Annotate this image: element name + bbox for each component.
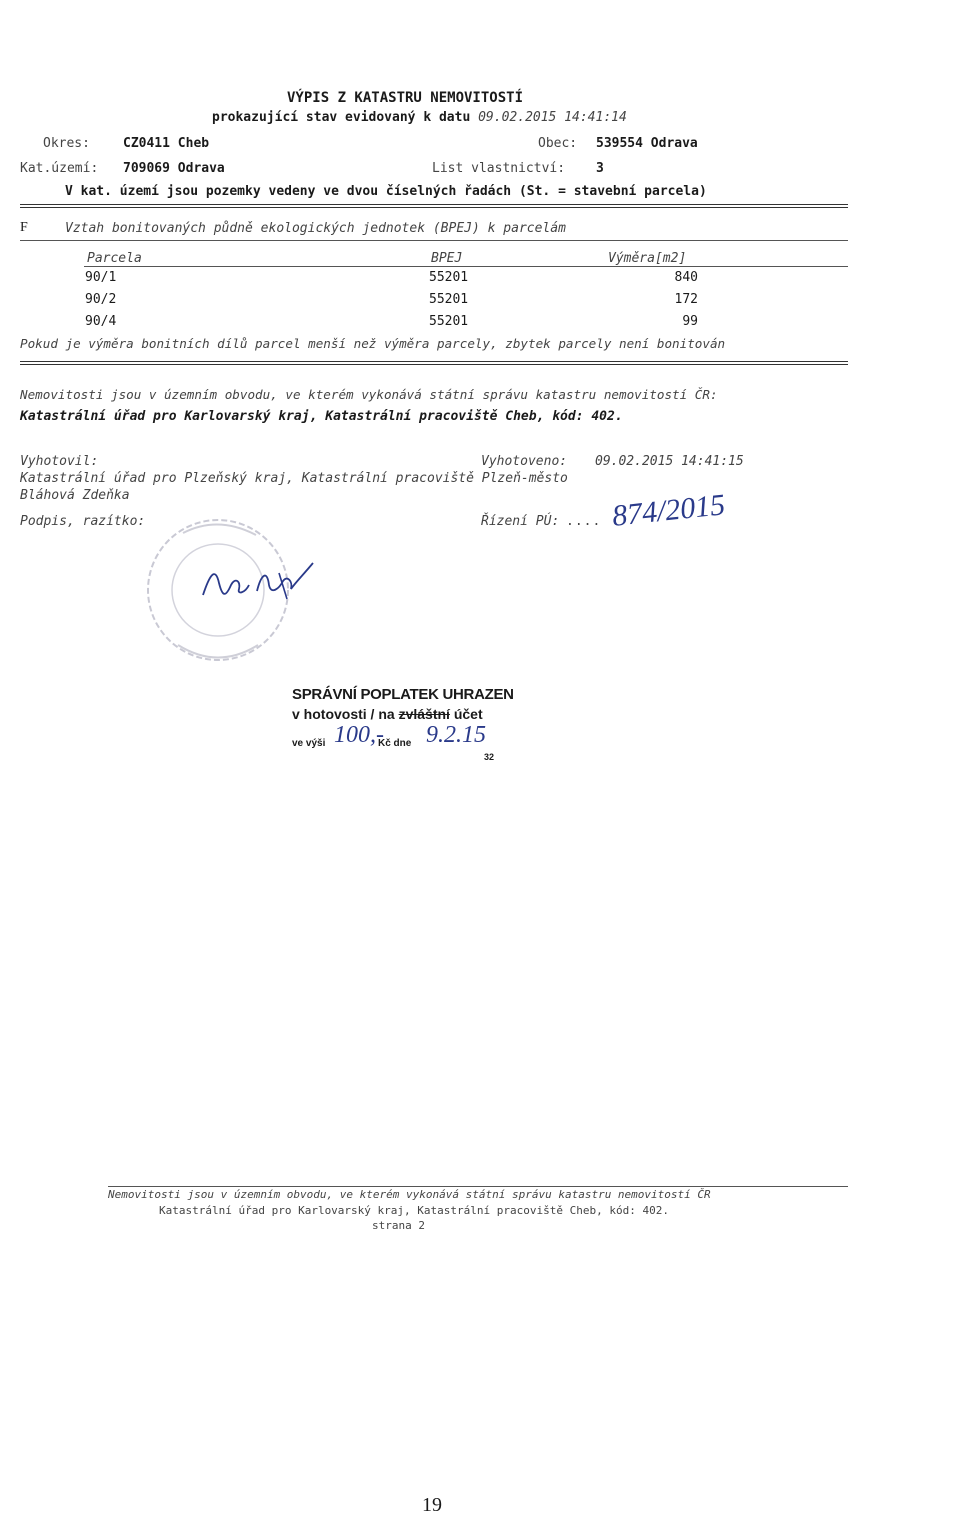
footer-line1: Nemovitosti jsou v územním obvodu, ve kterém vykonává státní správu katastru nemovitostí ČR xyxy=(108,1188,711,1201)
okres-value: CZ0411 Cheb xyxy=(123,136,210,151)
cell-vymera: 840 xyxy=(674,270,698,285)
lv-label: List vlastnictví: xyxy=(432,161,566,176)
signature-mark xyxy=(195,555,335,615)
fee-payment-mode: v hotovosti / na xyxy=(292,706,395,722)
cell-parcela: 90/4 xyxy=(85,314,117,329)
fee-account-word: účet xyxy=(453,706,483,722)
issuing-person: Bláhová Zdeňka xyxy=(20,488,130,503)
column-header-bpej: BPEJ xyxy=(431,251,463,266)
katuzemi-value: 709069 Odrava xyxy=(123,161,225,176)
footer-page-label: strana 2 xyxy=(372,1219,425,1232)
parcel-series-note: V kat. území jsou pozemky vedeny ve dvou číselných řadách (St. = stavební parcela) xyxy=(65,184,707,199)
office-line1: Nemovitosti jsou v územním obvodu, ve kterém vykonává státní správu katastru nemovitostí ČR: xyxy=(20,387,718,402)
fee-struck-word: zvláštní xyxy=(398,706,450,722)
office-line2: Katastrální úřad pro Karlovarský kraj, Katastrální pracoviště Cheb, kód: 402. xyxy=(20,409,623,424)
cell-bpej: 55201 xyxy=(429,292,469,307)
fee-date-value: 9.2.15 xyxy=(426,722,486,748)
issued-date-label: Vyhotoveno: xyxy=(481,454,568,469)
cell-vymera: 172 xyxy=(674,292,698,307)
subtitle-prefix: prokazující stav evidovaný k datu xyxy=(212,110,471,125)
obec-value: 539554 Odrava xyxy=(596,136,698,151)
document-subtitle xyxy=(212,110,627,125)
cell-parcela: 90/1 xyxy=(85,270,117,285)
bonitace-footnote: Pokud je výměra bonitních dílů parcel menší než výměra parcely, zbytek parcely není bonitován xyxy=(20,336,726,351)
column-header-parcela: Parcela xyxy=(87,251,142,266)
cell-bpej: 55201 xyxy=(429,314,469,329)
issued-date-value: 09.02.2015 14:41:15 xyxy=(595,454,744,469)
issuing-office: Katastrální úřad pro Plzeňský kraj, Katastrální pracoviště Plzeň-město xyxy=(20,471,568,486)
cell-vymera: 99 xyxy=(682,314,698,329)
section-letter: F xyxy=(20,220,28,235)
footer-line2: Katastrální úřad pro Karlovarský kraj, Katastrální pracoviště Cheb, kód: 402. xyxy=(159,1204,669,1217)
okres-label: Okres: xyxy=(43,136,90,151)
fee-stamp-title: SPRÁVNÍ POPLATEK UHRAZEN xyxy=(292,686,514,703)
section-end-divider xyxy=(20,361,848,365)
footer-divider xyxy=(108,1186,848,1187)
page-number: 19 xyxy=(422,1494,442,1516)
fee-stamp-line2 xyxy=(292,706,483,722)
section-divider xyxy=(20,240,848,241)
subtitle-date: 09.02.2015 14:41:14 xyxy=(478,110,627,125)
obec-label: Obec: xyxy=(538,136,578,151)
table-header-divider xyxy=(84,266,848,267)
issued-by-label: Vyhotovil: xyxy=(20,454,99,469)
fee-amount-prefix: ve výši xyxy=(292,738,326,749)
header-divider xyxy=(20,204,848,208)
cell-bpej: 55201 xyxy=(429,270,469,285)
rizeni-handwritten: 874/2015 xyxy=(610,488,727,533)
katuzemi-label: Kat.území: xyxy=(20,161,99,176)
fee-stamp-number: 32 xyxy=(484,752,495,762)
fee-amount-value: 100,- xyxy=(334,722,384,748)
lv-value: 3 xyxy=(596,161,604,176)
column-header-vymera: Výměra[m2] xyxy=(608,251,687,266)
cell-parcela: 90/2 xyxy=(85,292,117,307)
document-title: VÝPIS Z KATASTRU NEMOVITOSTÍ xyxy=(287,90,524,106)
fee-currency: Kč dne xyxy=(378,738,412,749)
signature-label: Podpis, razítko: xyxy=(20,514,146,529)
rizeni-label: Řízení PÚ: xyxy=(481,514,560,529)
section-title: Vztah bonitovaných půdně ekologických jednotek (BPEJ) k parcelám xyxy=(65,221,566,236)
rizeni-dots: .... xyxy=(566,514,602,529)
